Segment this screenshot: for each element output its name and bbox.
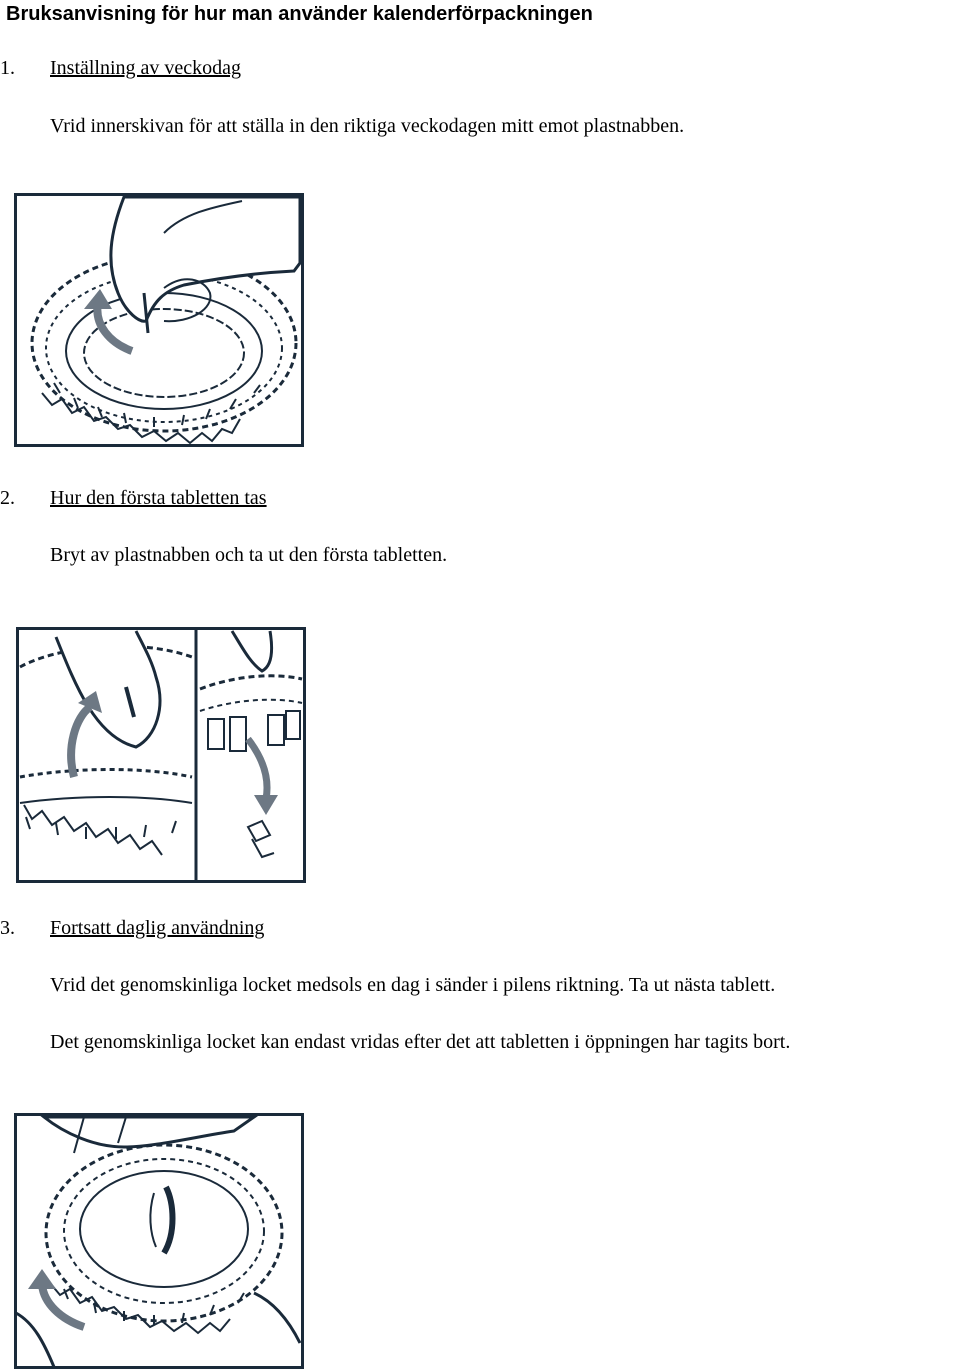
figure-daily-use: [14, 1113, 304, 1369]
document-title: Bruksanvisning för hur man använder kalenderförpackningen: [6, 3, 593, 25]
section-2-number: 2.: [0, 487, 15, 509]
section-2-heading: Hur den första tabletten tas: [50, 487, 267, 509]
section-3-paragraph-1: Vrid det genomskinliga locket medsols en dag i sänder i pilens riktning. Ta ut nästa tablett.: [50, 974, 776, 996]
section-2-paragraph: Bryt av plastnabben och ta ut den första tabletten.: [50, 544, 448, 566]
figure-set-weekday: [14, 193, 304, 447]
section-3-heading: Fortsatt daglig användning: [50, 917, 265, 939]
section-1-number: 1.: [0, 57, 15, 79]
section-1-heading: Inställning av veckodag: [50, 57, 242, 79]
section-1-paragraph: Vrid innerskivan för att ställa in den riktiga veckodagen mitt emot plastnabben.: [50, 115, 685, 137]
section-3-number: 3.: [0, 917, 15, 939]
section-3-paragraph-2: Det genomskinliga locket kan endast vridas efter det att tabletten i öppningen har tagits bort.: [50, 1031, 791, 1053]
figure-first-tablet: [16, 627, 306, 883]
